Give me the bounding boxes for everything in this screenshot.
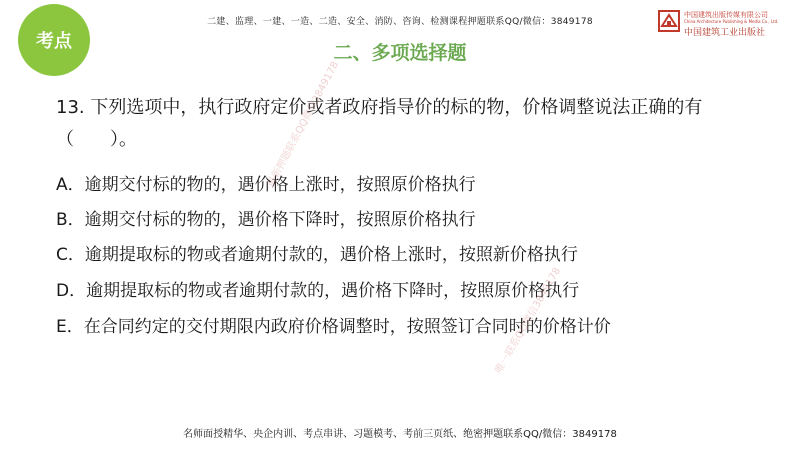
option-e: E．在合同约定的交付期限内政府价格调整时，按照签订合同时的价格计价 bbox=[56, 317, 611, 337]
option-b: B．逾期交付标的物的，遇价格下降时，按照原价格执行 bbox=[56, 210, 476, 230]
publisher-name-cn: 中国建筑出版传媒有限公司 bbox=[684, 11, 768, 19]
publisher-emblem-icon bbox=[658, 10, 680, 32]
publisher-name-en: China Architecture Publishing & Media Co., Ltd. bbox=[684, 19, 779, 24]
publisher-name-press: 中国建筑工业出版社 bbox=[684, 28, 766, 38]
publisher-logo bbox=[658, 8, 794, 38]
watermark-1: 最新押题联系QQ微信3849178 bbox=[265, 60, 342, 190]
topic-badge-label: 考点 bbox=[36, 31, 72, 52]
option-a: A．逾期交付标的物的，遇价格上涨时，按照原价格执行 bbox=[56, 175, 476, 195]
option-d: D．逾期提取标的物或者逾期付款的，遇价格下降时，按照原价格执行 bbox=[56, 281, 580, 301]
watermark-2: 唯一联系QQ微信3849178 bbox=[493, 265, 564, 376]
top-promo-text: 二建、监理、一建、一造、二造、安全、消防、咨询、检测课程押题联系QQ/微信：3849178 bbox=[207, 17, 593, 27]
section-title: 二、多项选择题 bbox=[333, 42, 467, 64]
bottom-promo-text: 名师面授精华、央企内训、考点串讲、习题模考、考前三页纸、绝密押题联系QQ/微信：3849178 bbox=[183, 429, 617, 440]
option-c: C．逾期提取标的物或者逾期付款的，遇价格上涨时，按照新价格执行 bbox=[56, 245, 578, 265]
question-text: 13. 下列选项中，执行政府定价或者政府指导价的标的物，价格调整说法正确的有（ ）。 bbox=[56, 97, 703, 150]
